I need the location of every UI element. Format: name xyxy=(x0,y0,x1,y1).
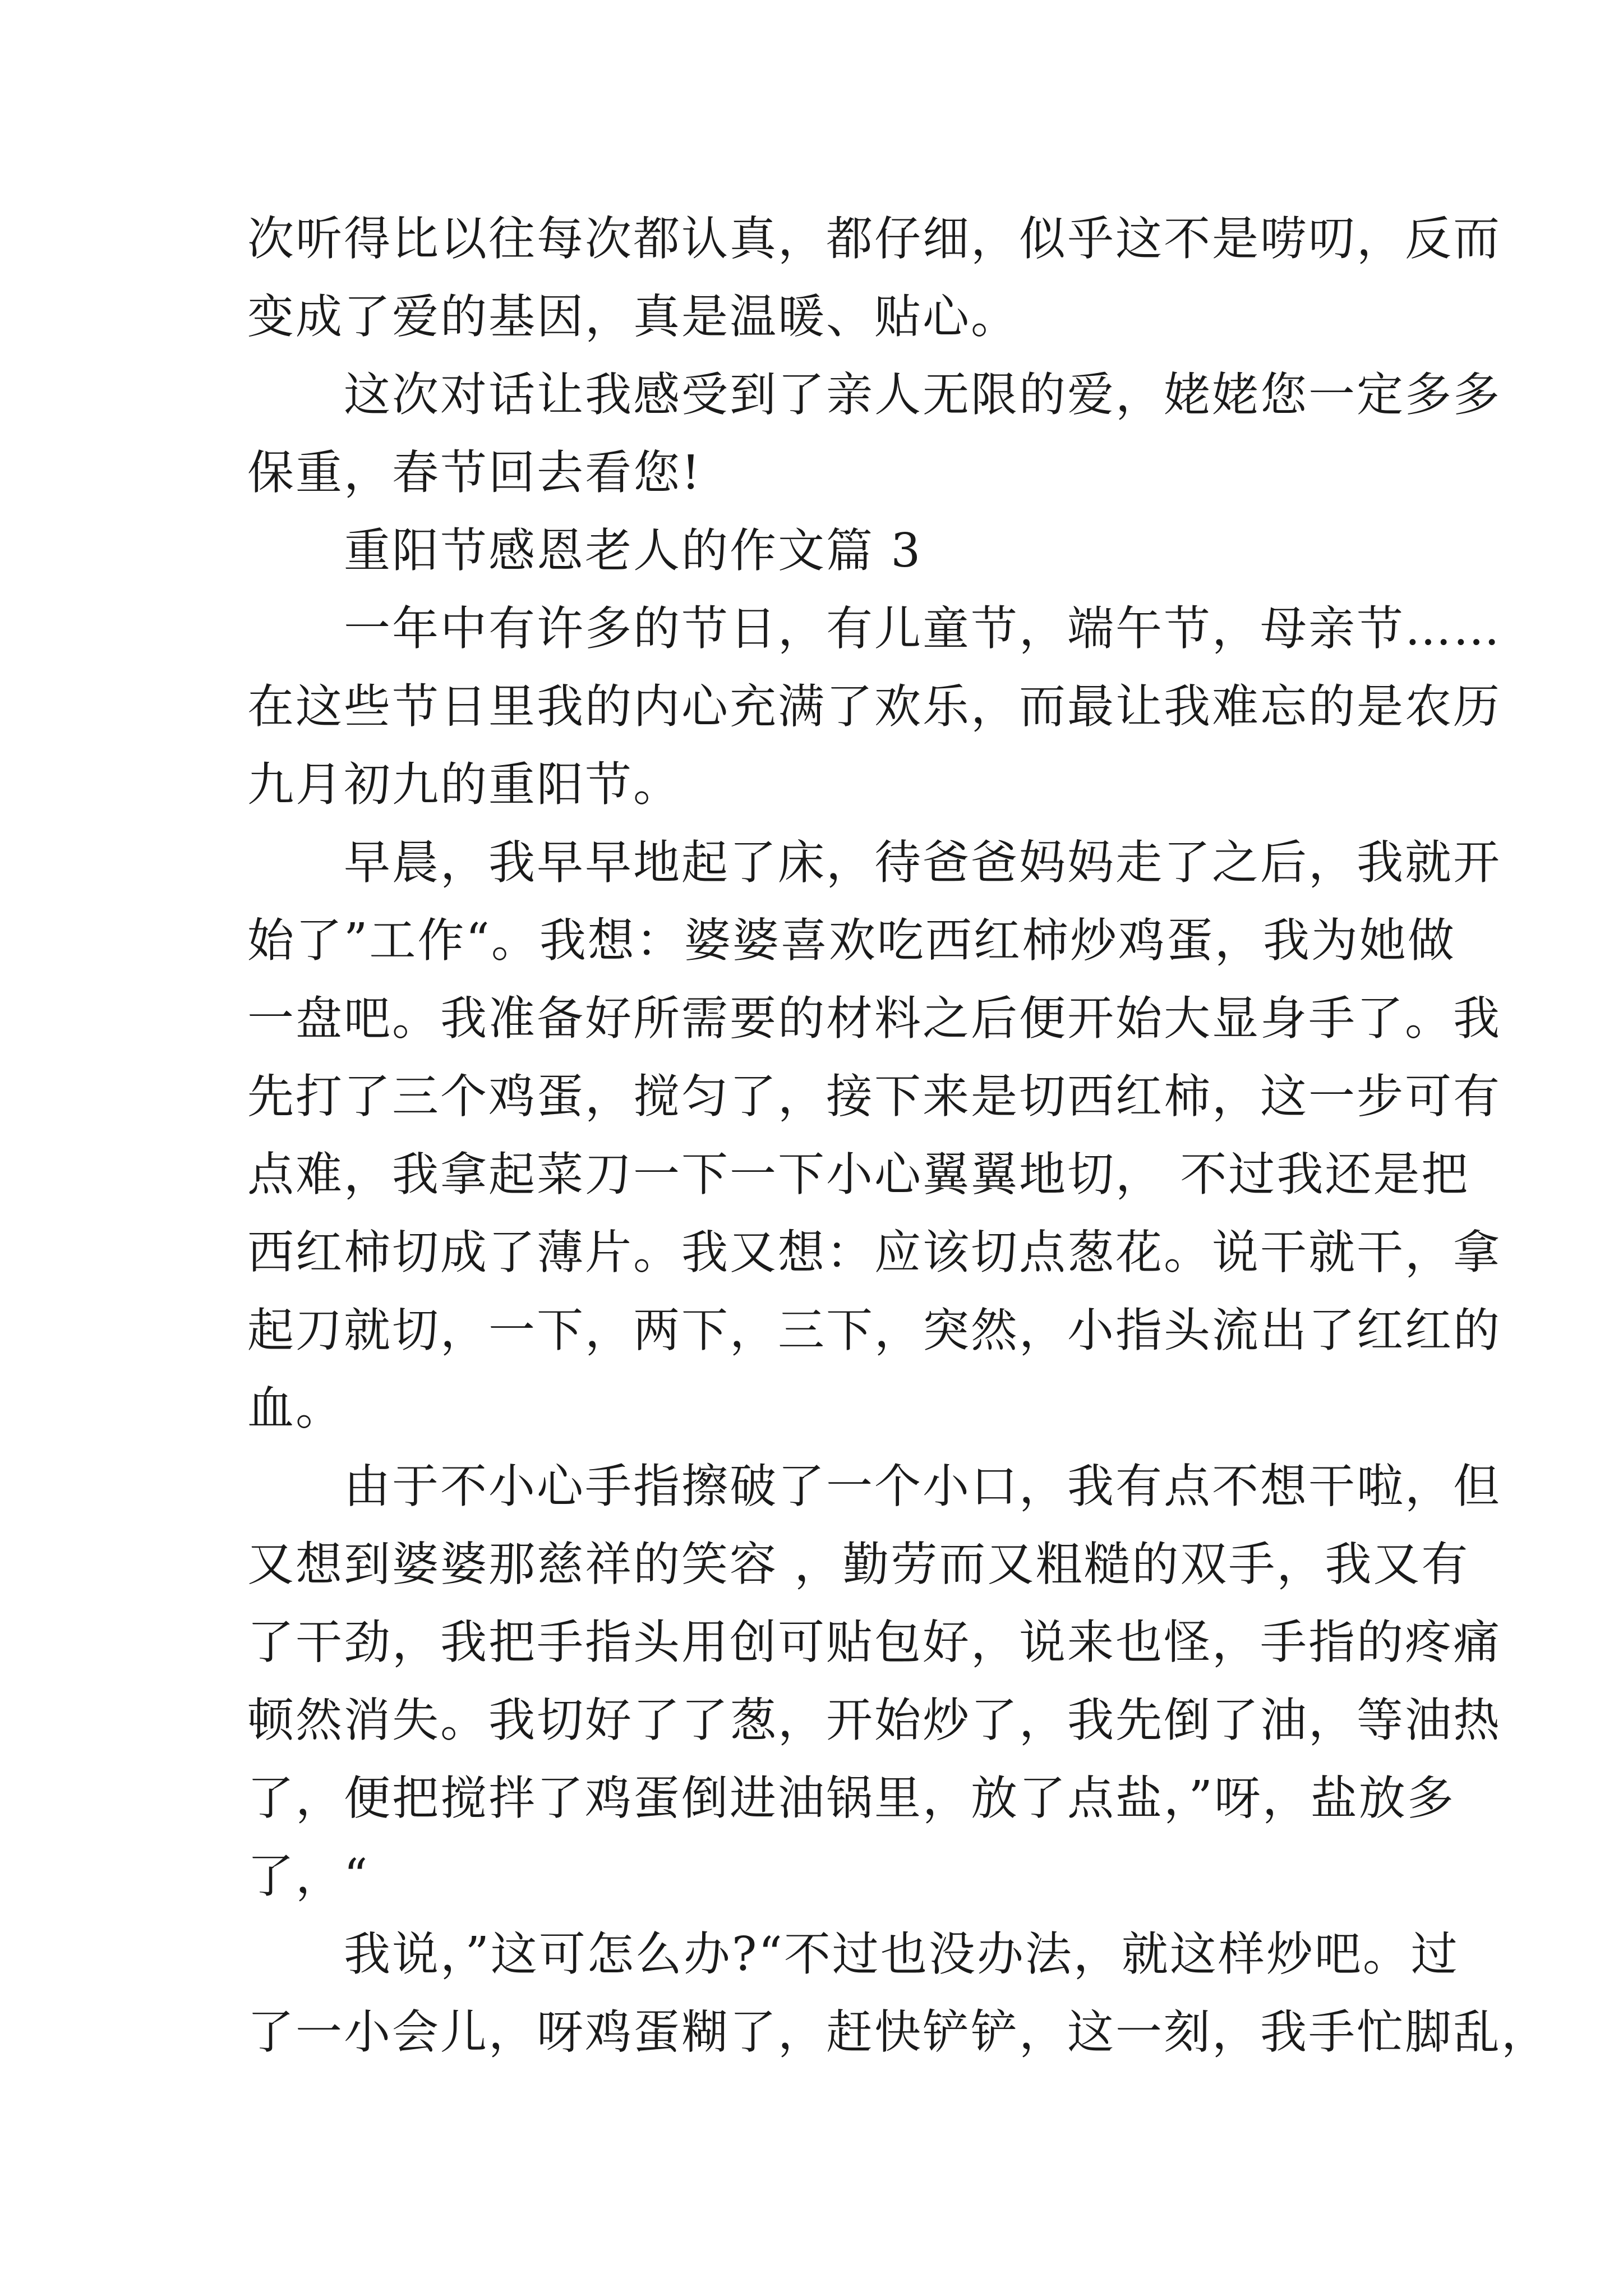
text-line: 了一小会儿，呀鸡蛋糊了，赶快铲铲，这一刻，我手忙脚乱， xyxy=(247,2005,1550,2059)
text-line: 一盘吧。我准备好所需要的材料之后便开始大显身手了。我 xyxy=(247,991,1501,1046)
section-heading: 重阳节感恩老人的作文篇 3 xyxy=(247,523,923,578)
text-line: 这次对话让我感受到了亲人无限的爱，姥姥您一定多多 xyxy=(247,367,1501,422)
text-line: 变成了爱的基因，真是温暖、贴心。 xyxy=(247,289,1019,344)
text-line: 九月初九的重阳节。 xyxy=(247,757,681,812)
text-line: 我说，”这可怎么办?“不过也没办法，就这样炒吧。过 xyxy=(247,1927,1459,1981)
text-line: 早晨，我早早地起了床，待爸爸妈妈走了之后，我就开 xyxy=(247,835,1501,890)
text-line: 又想到婆婆那慈祥的笑容 ，勤劳而又粗糙的双手，我又有 xyxy=(247,1537,1470,1591)
text-line: 次听得比以往每次都认真，都仔细，似乎这不是唠叨，反而 xyxy=(247,211,1501,266)
text-line: 西红柿切成了薄片。我又想：应该切点葱花。说干就干，拿 xyxy=(247,1225,1501,1280)
text-line: 血。 xyxy=(247,1381,344,1435)
text-line: 点难，我拿起菜刀一下一下小心翼翼地切， 不过我还是把 xyxy=(247,1147,1470,1202)
text-line: 一年中有许多的节日，有儿童节，端午节，母亲节…… xyxy=(247,601,1501,656)
text-line: 了，便把搅拌了鸡蛋倒进油锅里，放了点盐，”呀，盐放多 xyxy=(247,1771,1455,1825)
text-line: 了干劲，我把手指头用创可贴包好，说来也怪，手指的疼痛 xyxy=(247,1615,1501,1669)
text-line: 始了”工作“。我想：婆婆喜欢吃西红柿炒鸡蛋，我为她做 xyxy=(247,913,1456,968)
text-line: 在这些节日里我的内心充满了欢乐，而最让我难忘的是农历 xyxy=(247,679,1501,734)
text-line: 先打了三个鸡蛋，搅匀了，接下来是切西红柿，这一步可有 xyxy=(247,1069,1501,1124)
essay-body xyxy=(247,200,1550,2071)
text-line: 顿然消失。我切好了了葱，开始炒了，我先倒了油，等油热 xyxy=(247,1693,1501,1747)
text-line: 起刀就切，一下，两下，三下，突然，小指头流出了红红的 xyxy=(247,1303,1501,1358)
text-line: 保重，春节回去看您! xyxy=(247,445,702,500)
text-line: 由于不小心手指擦破了一个小口，我有点不想干啦，但 xyxy=(247,1459,1501,1513)
text-line: 了，“ xyxy=(247,1849,370,1903)
